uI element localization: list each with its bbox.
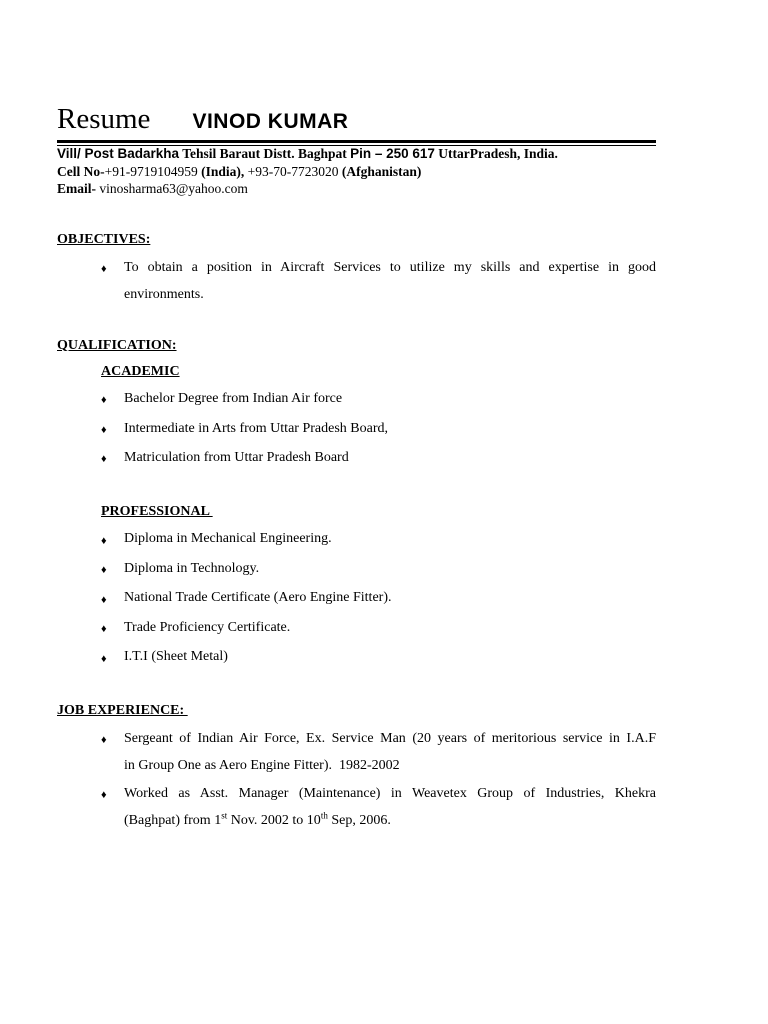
objective-line-2: environments. — [124, 287, 204, 302]
experience-2-line-1: Worked as Asst. Manager (Maintenance) in Weavetex Group of Industries, Khekra — [124, 786, 656, 801]
experience-item-1 — [124, 725, 656, 779]
bullet-icon: ♦ — [101, 734, 107, 746]
objectives-heading: OBJECTIVES: — [57, 232, 151, 247]
experience-1-line-1: Sergeant of Indian Air Force, Ex. Service Man (20 years of meritorious service in I.A.F — [124, 731, 656, 746]
professional-heading: PROFESSIONAL — [101, 504, 213, 519]
cell-afghanistan-country: (Afghanistan) — [338, 164, 422, 179]
professional-item: Diploma in Mechanical Engineering. — [124, 531, 332, 546]
experience-1-line-2: in Group One as Aero Engine Fitter). 1982-2002 — [124, 758, 400, 773]
academic-heading: ACADEMIC — [101, 364, 180, 379]
qualification-heading: QUALIFICATION: — [57, 338, 177, 353]
bullet-icon: ♦ — [101, 623, 107, 635]
experience-2-line-2 — [124, 807, 656, 834]
bullet-icon: ♦ — [101, 564, 107, 576]
bullet-icon: ♦ — [101, 535, 107, 547]
cell-label: Cell No- — [57, 164, 105, 179]
bullet-icon: ♦ — [101, 789, 107, 801]
experience-item-2 — [124, 780, 656, 834]
address-pin: Pin – 250 617 — [350, 146, 435, 161]
professional-item: Diploma in Technology. — [124, 561, 260, 576]
professional-item: Trade Proficiency Certificate. — [124, 620, 291, 635]
objective-line-1: To obtain a position in Aircraft Services to utilize my skills and expertise in good — [124, 260, 656, 275]
email-label: Email- — [57, 181, 100, 196]
cell-india-country: (India), — [197, 164, 248, 179]
address-state: UttarPradesh, India. — [434, 146, 558, 161]
bullet-icon: ♦ — [101, 394, 107, 406]
resume-title — [57, 103, 348, 139]
experience-2-end: Sep, 2006. — [327, 813, 391, 828]
bullet-icon: ♦ — [101, 424, 107, 436]
candidate-name: VINOD KUMAR — [192, 110, 349, 133]
professional-item: National Trade Certificate (Aero Engine Fitter). — [124, 590, 392, 605]
job-experience-heading: JOB EXPERIENCE: — [57, 703, 188, 718]
bullet-icon: ♦ — [101, 653, 107, 665]
ordinal-suffix: st — [221, 810, 228, 821]
objective-text — [124, 254, 656, 308]
bullet-icon: ♦ — [101, 594, 107, 606]
experience-2-from: (Baghpat) from 1 — [124, 813, 222, 828]
experience-2-to: Nov. 2002 to 10 — [227, 813, 321, 828]
header-rule-thick — [57, 140, 656, 143]
bullet-icon: ♦ — [101, 263, 107, 275]
address-line — [57, 146, 558, 162]
address-district: Tehsil Baraut Distt. Baghpat — [179, 146, 351, 161]
ordinal-suffix: th — [320, 810, 328, 821]
resume-label: Resume — [57, 103, 151, 135]
phone-line — [57, 164, 421, 180]
address-village: Vill/ Post Badarkha — [57, 146, 180, 161]
cell-india: +91-9719104959 — [104, 164, 198, 179]
cell-afghanistan: +93-70-7723020 — [247, 164, 339, 179]
academic-item: Matriculation from Uttar Pradesh Board — [124, 450, 349, 465]
email-address: vinosharma63@yahoo.com — [99, 181, 248, 196]
academic-item: Bachelor Degree from Indian Air force — [124, 391, 343, 406]
academic-item: Intermediate in Arts from Uttar Pradesh Board, — [124, 421, 388, 436]
bullet-icon: ♦ — [101, 453, 107, 465]
professional-item: I.T.I (Sheet Metal) — [124, 649, 228, 664]
email-line — [57, 181, 248, 197]
